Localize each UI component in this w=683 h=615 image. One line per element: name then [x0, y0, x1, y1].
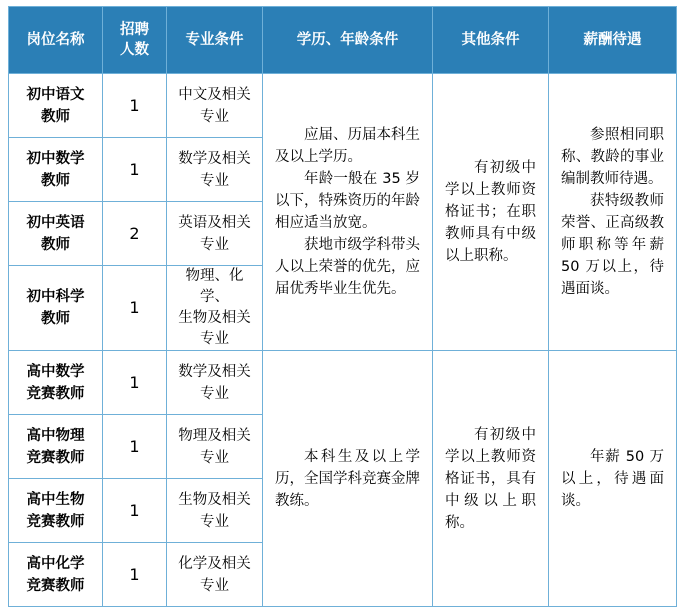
salary-text: 参照相同职称、教龄的事业编制教师待遇。: [561, 127, 664, 187]
position-cell: 高中数学 竞赛教师: [9, 351, 103, 415]
education-text: 应届、历届本科生及以上学历。: [275, 127, 420, 165]
header-major: 专业条件: [167, 7, 263, 74]
header-other: 其他条件: [433, 7, 549, 74]
count-cell: 1: [103, 266, 167, 351]
header-position: 岗位名称: [9, 7, 103, 74]
header-count: 招聘 人数: [103, 7, 167, 74]
major-cell: 化学及相关 专业: [167, 543, 263, 607]
education-text: 获地市级学科带头人以上荣誉的优先，应届优秀毕业生优先。: [275, 237, 420, 297]
education-age-cell-group1: [263, 74, 433, 351]
count-cell: 1: [103, 543, 167, 607]
position-cell: 高中生物 竞赛教师: [9, 479, 103, 543]
salary-cell-group2: [549, 351, 677, 607]
major-cell: 数学及相关 专业: [167, 138, 263, 202]
education-text: 年龄一般在 35 岁以下，特殊资历的年龄相应适当放宽。: [275, 171, 420, 231]
salary-text: 获特级教师荣誉、正高级教师职称等年薪 50 万以上，待遇面谈。: [561, 193, 664, 297]
count-cell: 1: [103, 74, 167, 138]
table-row: [9, 74, 677, 138]
other-cell-group2: [433, 351, 549, 607]
header-row: [9, 7, 677, 74]
position-cell: 高中物理 竞赛教师: [9, 415, 103, 479]
education-age-cell-group2: [263, 351, 433, 607]
other-cell-group1: [433, 74, 549, 351]
major-cell: 英语及相关 专业: [167, 202, 263, 266]
count-cell: 1: [103, 138, 167, 202]
major-cell: 中文及相关 专业: [167, 74, 263, 138]
position-cell: 初中科学 教师: [9, 266, 103, 351]
salary-text: 年薪 50 万以上，待遇面谈。: [561, 448, 664, 509]
education-text: 本科生及以上学历，全国学科竞赛金牌教练。: [275, 448, 420, 509]
header-salary: 薪酬待遇: [549, 7, 677, 74]
count-cell: 2: [103, 202, 167, 266]
position-cell: 高中化学 竞赛教师: [9, 543, 103, 607]
table-row: [9, 351, 677, 415]
major-cell: 数学及相关 专业: [167, 351, 263, 415]
salary-cell-group1: [549, 74, 677, 351]
major-cell: 生物及相关 专业: [167, 479, 263, 543]
count-cell: 1: [103, 415, 167, 479]
header-education-age: 学历、年龄条件: [263, 7, 433, 74]
count-cell: 1: [103, 479, 167, 543]
position-cell: 初中英语 教师: [9, 202, 103, 266]
count-cell: 1: [103, 351, 167, 415]
other-text: 有初级中学以上教师资格证书；在职教师具有中级以上职称。: [445, 160, 536, 264]
major-cell: 物理、化学、 生物及相关 专业: [167, 266, 263, 351]
major-cell: 物理及相关 专业: [167, 415, 263, 479]
other-text: 有初级中学以上教师资格证书，具有中级以上职称。: [445, 426, 536, 531]
position-cell: 初中数学 教师: [9, 138, 103, 202]
position-cell: 初中语文 教师: [9, 74, 103, 138]
recruitment-table: [8, 6, 677, 607]
